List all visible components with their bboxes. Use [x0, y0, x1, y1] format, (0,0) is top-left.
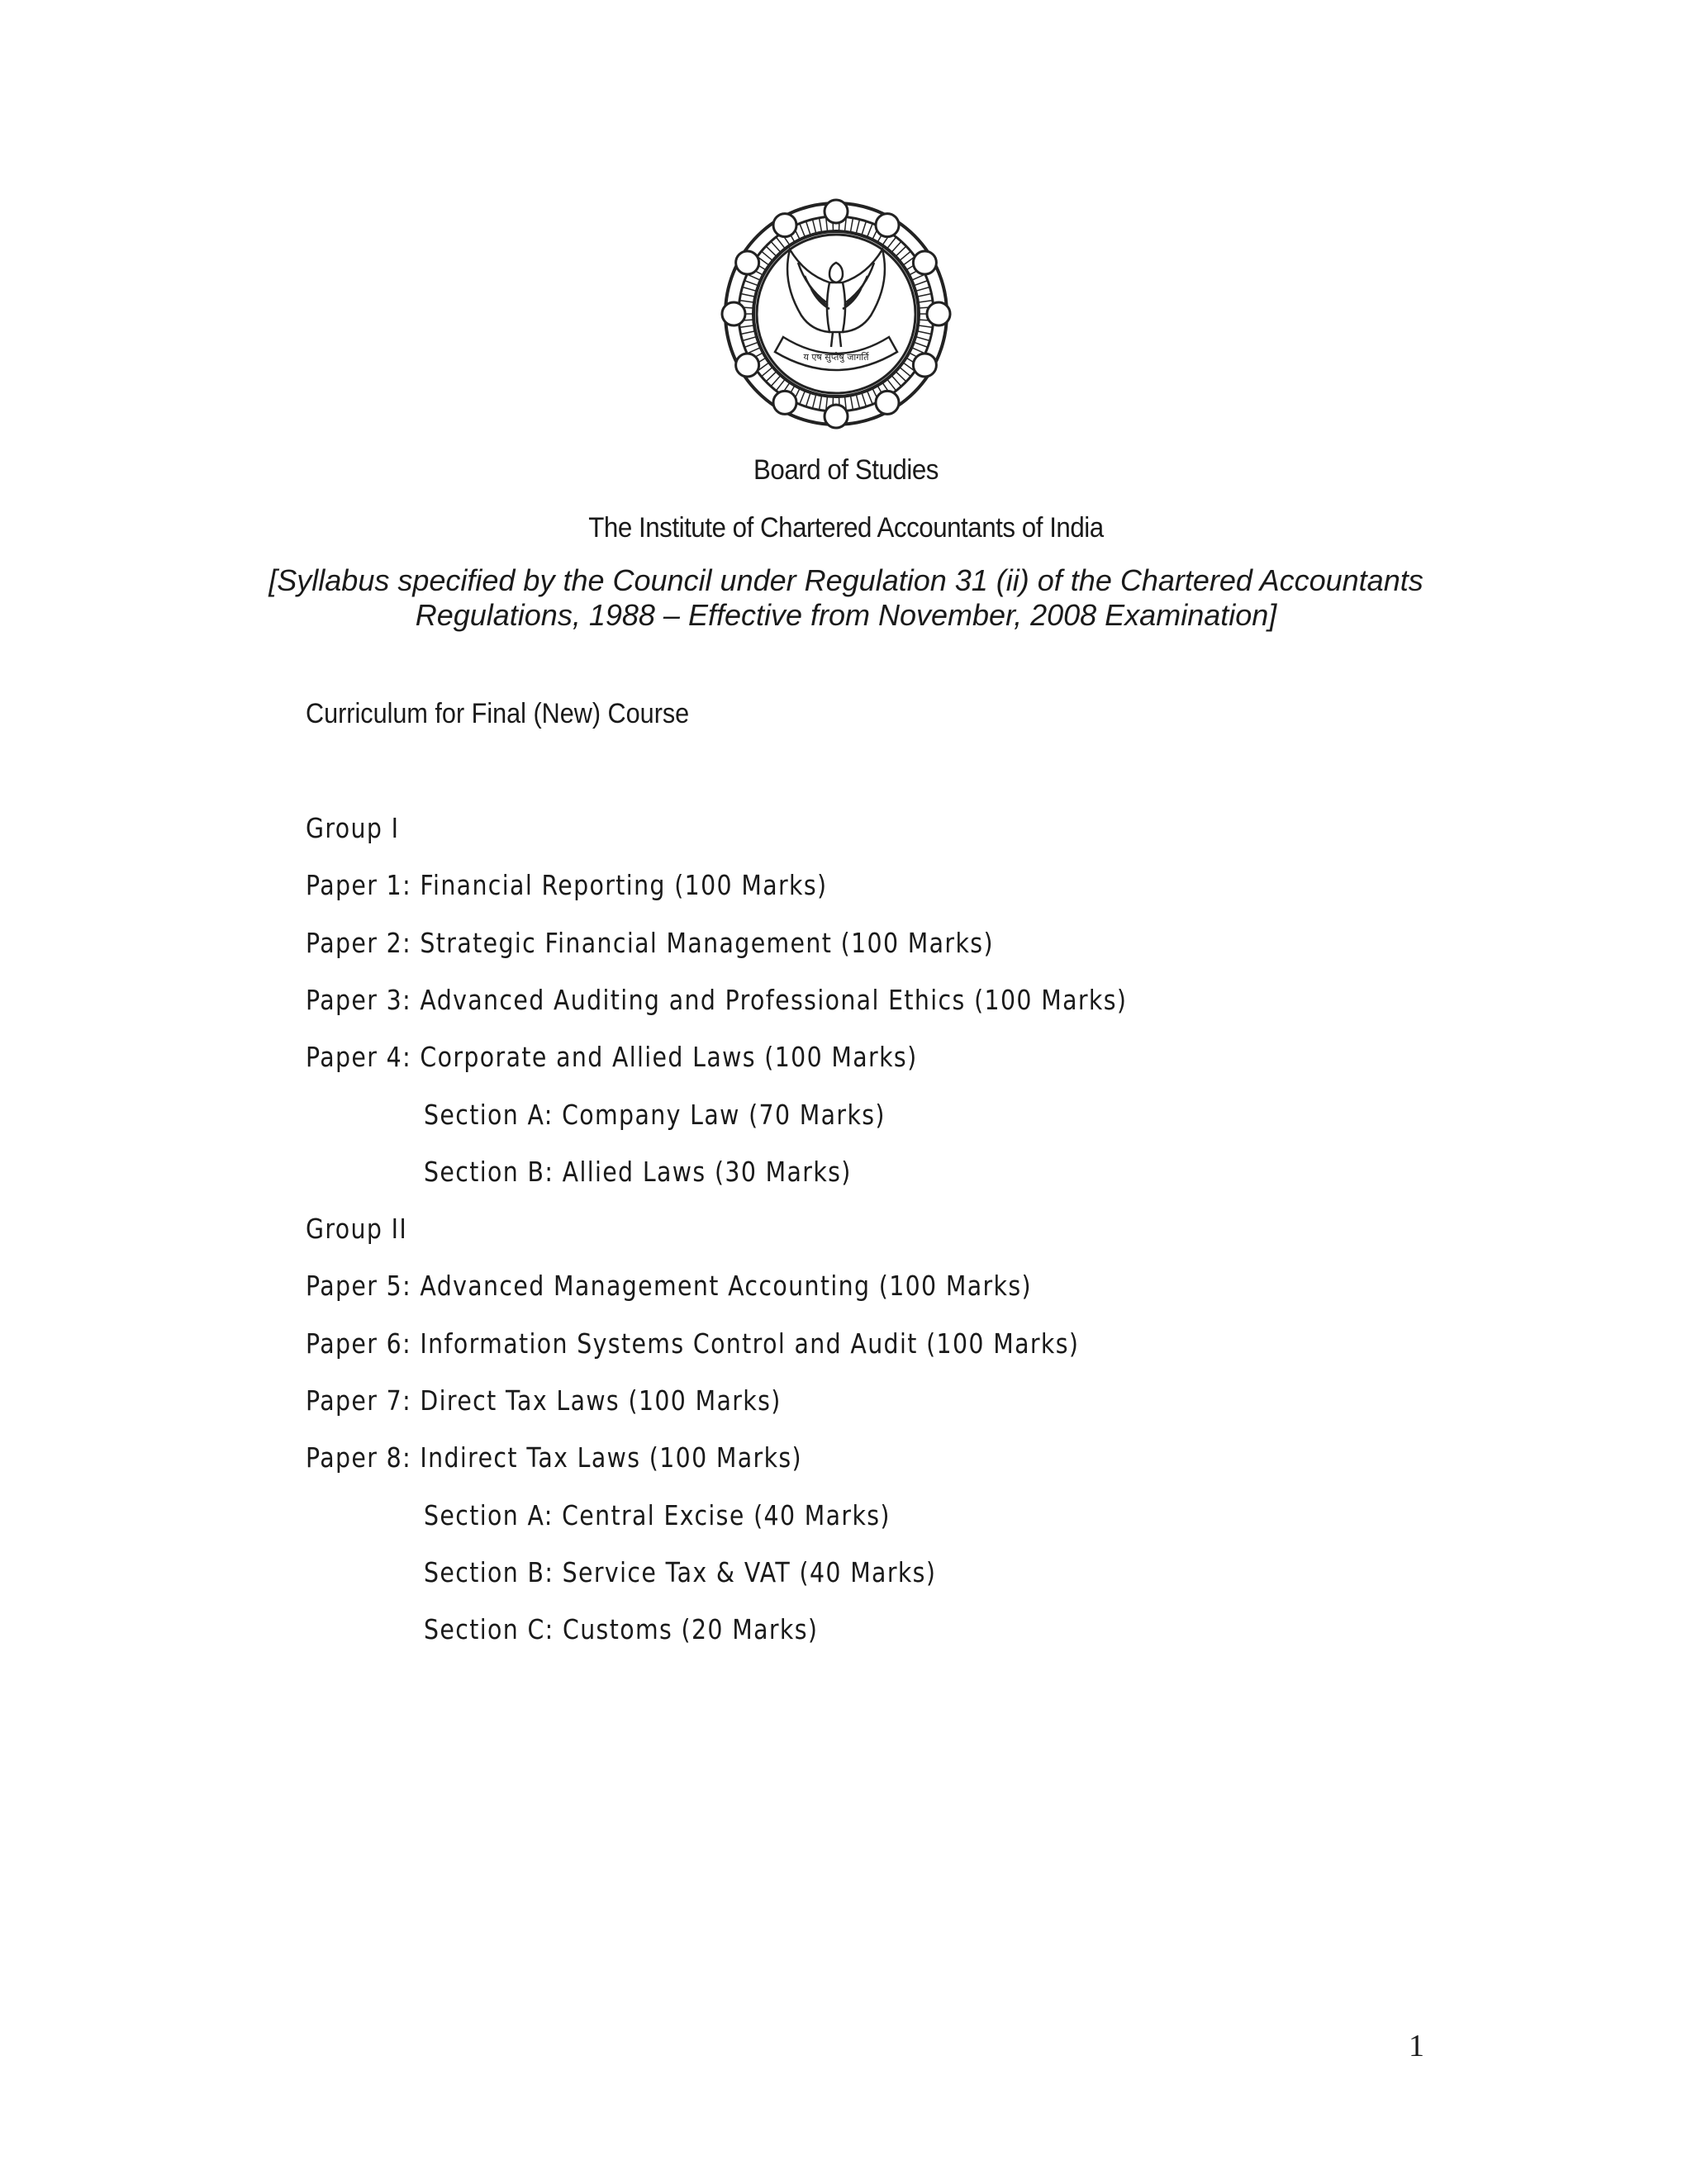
section-item: Section B: Service Tax & VAT (40 Marks): [424, 1555, 937, 1588]
institute-title: The Institute of Chartered Accountants of India: [588, 512, 1104, 544]
paper-item: Paper 7: Direct Tax Laws (100 Marks): [306, 1384, 782, 1417]
paper-item: Paper 4: Corporate and Allied Laws (100 Marks): [306, 1041, 918, 1074]
paper-item: Paper 3: Advanced Auditing and Professional Ethics (100 Marks): [306, 983, 1128, 1016]
section-item: Section A: Central Excise (40 Marks): [424, 1498, 891, 1531]
regulation-line-1: [Syllabus specified by the Council under Regulation 31 (ii) of the Chartered Accountants: [269, 563, 1423, 597]
paper-item: Paper 1: Financial Reporting (100 Marks): [306, 869, 828, 902]
curriculum-title: Curriculum for Final (New) Course: [306, 698, 690, 729]
section-item: Section B: Allied Laws (30 Marks): [424, 1155, 852, 1188]
section-item: Section C: Customs (20 Marks): [424, 1613, 819, 1646]
icai-emblem-icon: [719, 197, 954, 432]
group-heading: Group II: [306, 1213, 408, 1246]
page-number: 1: [1409, 2029, 1424, 2063]
board-title: Board of Studies: [753, 454, 939, 486]
paper-item: Paper 6: Information Systems Control and Audit (100 Marks): [306, 1327, 1080, 1360]
group-heading: Group I: [306, 812, 400, 844]
section-item: Section A: Company Law (70 Marks): [424, 1098, 886, 1131]
emblem-motto: य एष सुप्तेषु जागर्ति: [803, 352, 869, 363]
regulation-note: [0, 563, 1692, 633]
paper-item: Paper 2: Strategic Financial Management (100 Marks): [306, 926, 994, 959]
paper-item: Paper 5: Advanced Management Accounting (100 Marks): [306, 1270, 1032, 1303]
paper-item: Paper 8: Indirect Tax Laws (100 Marks): [306, 1441, 803, 1474]
regulation-line-2: Regulations, 1988 – Effective from November, 2008 Examination]: [415, 598, 1277, 632]
